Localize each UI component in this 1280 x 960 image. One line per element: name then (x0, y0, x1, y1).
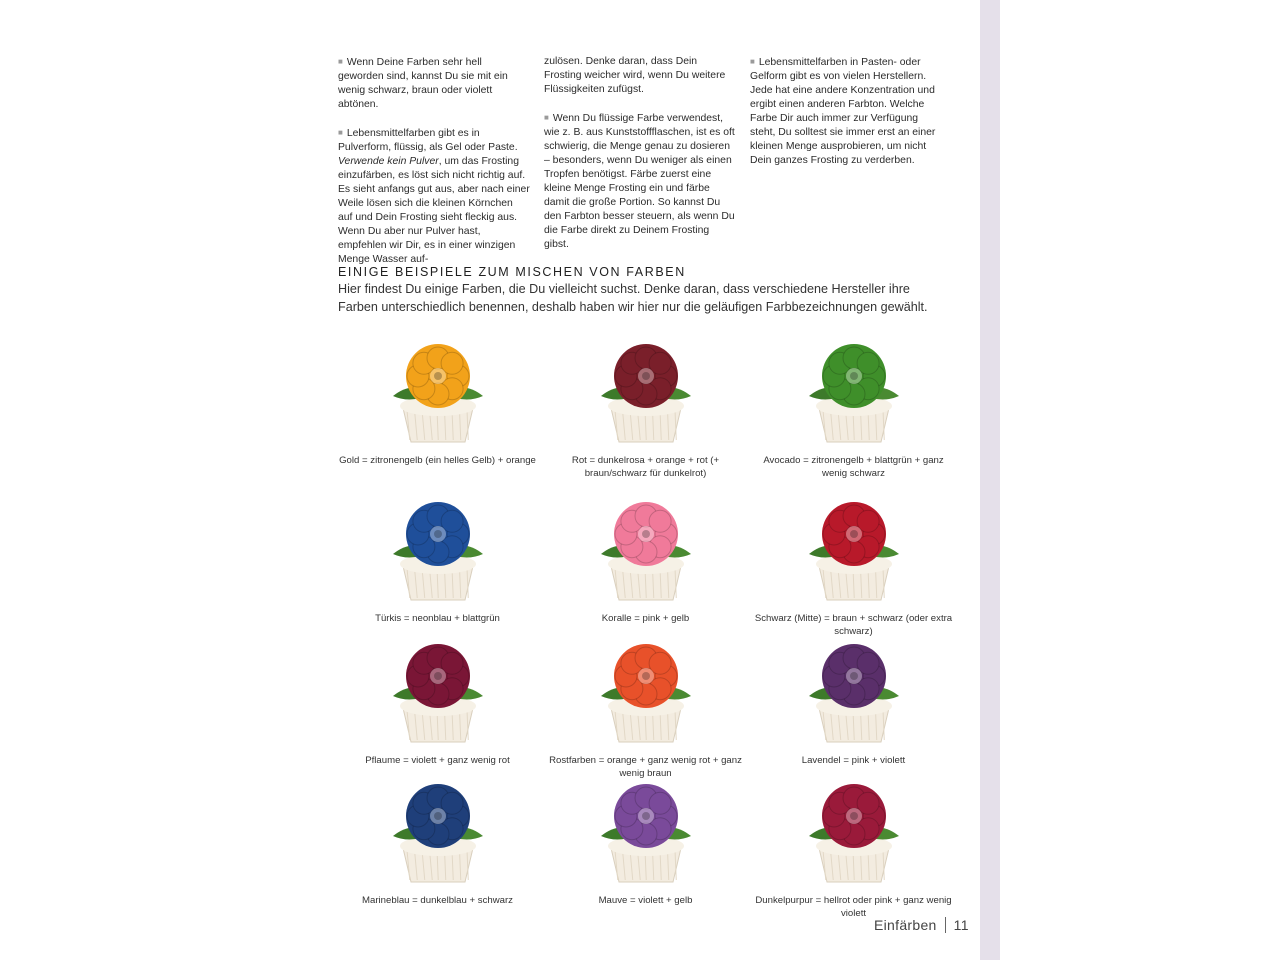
cupcake-caption: Pflaume = violett + ganz wenig rot (365, 755, 510, 766)
bullet-icon: ■ (750, 57, 755, 66)
intro-text: Lebensmittelfarben gibt es in Pulverform, flüssig, als Gel oder Paste. (338, 128, 518, 153)
page-number: 11 (953, 917, 969, 933)
cupcake-item (330, 330, 545, 467)
bullet-icon: ■ (338, 128, 343, 137)
intro-text: Wenn Deine Farben sehr hell geworden sind, kannst Du sie mit ein wenig schwarz, braun oder violett abtönen. (338, 57, 508, 110)
intro-columns (338, 55, 948, 281)
cupcake-item (330, 630, 545, 767)
cupcake-caption: Dunkelpurpur = hellrot oder pink + ganz wenig violett (755, 895, 952, 919)
cupcake-photo (789, 630, 919, 748)
cupcake-item (330, 488, 545, 625)
cupcake-photo (581, 488, 711, 606)
intro-paragraph (544, 111, 736, 252)
cupcake-item (746, 770, 961, 920)
intro-paragraph (544, 55, 736, 97)
bullet-icon: ■ (338, 57, 343, 66)
intro-paragraph (338, 126, 530, 267)
cupcake-photo (581, 770, 711, 888)
cupcake-caption: Lavendel = pink + violett (801, 755, 906, 766)
cupcake-photo (789, 770, 919, 888)
cupcake-photo (789, 488, 919, 606)
cupcake-photo (581, 330, 711, 448)
section-heading: EINIGE BEISPIELE ZUM MISCHEN VON FARBEN (338, 265, 686, 279)
cupcake-caption: Rostfarben = orange + ganz wenig rot + ganz wenig braun (549, 755, 742, 779)
cupcake-item (746, 330, 961, 480)
cupcake-caption: Rot = dunkelrosa + orange + rot (+ braun/schwarz für dunkelrot) (571, 455, 720, 479)
cupcake-caption: Marineblau = dunkelblau + schwarz (362, 895, 513, 906)
cupcake-item (538, 488, 753, 625)
cupcake-photo (789, 330, 919, 448)
cupcake-caption: Schwarz (Mitte) = braun + schwarz (oder extra schwarz) (754, 613, 953, 637)
intro-text: Wenn Du flüssige Farbe verwendest, wie z. B. aus Kunststoffflaschen, ist es oft schwierig, die Menge genau zu dosieren – besonders, wenn Du weniger als einen Tropfen benötigst. Färbe zuerst eine kleine Menge Frosting ein und färbe damit die große Portion. So kannst Du den Farbton besser steuern, als wenn Du die Farbe direkt zu Deinem Frosting gibst. (544, 113, 735, 250)
footer-divider (945, 917, 946, 933)
page-footer (874, 917, 969, 933)
intro-text: zulösen. Denke daran, dass Dein Frosting weicher wird, wenn Du weitere Flüssigkeiten zufügst. (544, 56, 726, 95)
intro-paragraph (750, 55, 942, 168)
intro-column-1 (338, 55, 530, 281)
intro-emphasis: Verwende kein Pulver (338, 156, 439, 167)
cupcake-caption: Türkis = neonblau + blattgrün (375, 613, 500, 624)
bullet-icon: ■ (544, 113, 549, 122)
intro-column-2 (544, 55, 736, 281)
cupcake-item (538, 330, 753, 480)
cupcake-item (746, 488, 961, 638)
chapter-name: Einfärben (874, 917, 937, 933)
cupcake-caption: Koralle = pink + gelb (601, 613, 690, 624)
cupcake-item (538, 630, 753, 780)
section-text: Hier findest Du einige Farben, die Du vielleicht suchst. Denke daran, dass verschiedene Hersteller ihre Farben unterschiedlich benennen, deshalb haben wir hier nur die geläufigen Farbbezeichnungen gewählt. (338, 282, 928, 314)
cupcake-grid (330, 330, 970, 919)
cupcake-item (538, 770, 753, 907)
cupcake-caption: Avocado = zitronengelb + blattgrün + ganz wenig schwarz (763, 455, 944, 479)
cupcake-photo (373, 488, 503, 606)
intro-text: , um das Frosting einzufärben, es löst sich nicht richtig auf. Es sieht anfangs gut aus, aber nach einer Weile lösen sich die kleinen Körnchen auf und Dein Frosting sieht fleckig aus. Wenn Du aber nur Pulver hast, empfehlen wir Dir, es in einer winzigen Menge Wasser auf- (338, 156, 530, 265)
cupcake-photo (373, 770, 503, 888)
cupcake-item (746, 630, 961, 767)
cupcake-photo (581, 630, 711, 748)
intro-text: Lebensmittelfarben in Pasten- oder Gelform gibt es von vielen Herstellern. Jede hat eine andere Konzentration und ergibt einen anderen Farbton. Welche Farbe Dir auch immer zur Verfügung steht, Du solltest sie immer erst an einer kleinen Menge ausprobieren, um nicht Dein ganzes Frosting zu verderben. (750, 57, 936, 166)
page-edge-bar (980, 0, 1000, 960)
cupcake-photo (373, 630, 503, 748)
cupcake-photo (373, 330, 503, 448)
cupcake-caption: Mauve = violett + gelb (598, 895, 693, 906)
intro-column-3 (750, 55, 942, 281)
intro-paragraph (338, 55, 530, 112)
cupcake-caption: Gold = zitronengelb (ein helles Gelb) + orange (339, 455, 536, 466)
cupcake-item (330, 770, 545, 907)
